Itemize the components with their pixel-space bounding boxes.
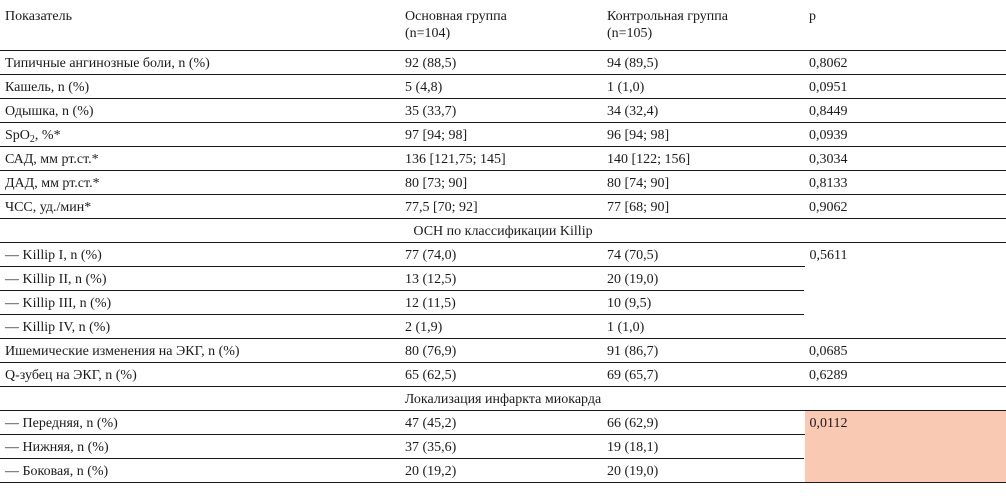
row-label: — Killip IV, n (%) (0, 314, 400, 338)
row-control-value: 19 (18,1) (602, 434, 804, 458)
row-control-value: 140 [122; 156] (602, 146, 804, 170)
section-header-localization (0, 386, 1006, 410)
header-p-label: p (809, 9, 816, 24)
header-control-group (602, 0, 804, 50)
table-row (0, 194, 1006, 218)
row-label: Типичные ангинозные боли, n (%) (0, 50, 400, 74)
spo2-label-prefix: SpO (5, 127, 30, 143)
row-label: САД, мм рт.ст.* (0, 146, 400, 170)
row-main-value: 20 (19,2) (400, 458, 602, 482)
table-row (0, 170, 1006, 194)
row-label: — Нижняя, n (%) (0, 434, 400, 458)
killip-p-value: 0,5611 (804, 242, 1006, 338)
header-main-group-n: (n=104) (405, 26, 451, 41)
table-row (0, 146, 1006, 170)
row-label (0, 122, 400, 146)
header-control-group-n: (n=105) (607, 26, 653, 41)
row-p-value: 0,0939 (804, 122, 1006, 146)
row-label: — Боковая, n (%) (0, 458, 400, 482)
row-main-value: 13 (12,5) (400, 266, 602, 290)
row-control-value: 69 (65,7) (602, 362, 804, 386)
row-main-value: 2 (1,9) (400, 314, 602, 338)
row-control-value: 74 (70,5) (602, 242, 804, 266)
row-label: Ишемические изменения на ЭКГ, n (%) (0, 338, 400, 362)
section-title-killip: ОСН по классификации Killip (0, 218, 1006, 242)
row-control-value: 77 [68; 90] (602, 194, 804, 218)
table-row (0, 362, 1006, 386)
row-label: — Killip I, n (%) (0, 242, 400, 266)
table-row (0, 74, 1006, 98)
row-p-value: 0,6289 (804, 362, 1006, 386)
row-label: — Killip II, n (%) (0, 266, 400, 290)
row-main-value: 80 (76,9) (400, 338, 602, 362)
row-control-value: 96 [94; 98] (602, 122, 804, 146)
row-main-value: 77,5 [70; 92] (400, 194, 602, 218)
table-row (0, 122, 1006, 146)
localization-p-value-highlighted: 0,0112 (804, 410, 1006, 482)
row-label: ДАД, мм рт.ст.* (0, 170, 400, 194)
spo2-label-suffix: , %* (34, 127, 61, 143)
row-main-value: 92 (88,5) (400, 50, 602, 74)
row-label: Одышка, n (%) (0, 98, 400, 122)
row-control-value: 94 (89,5) (602, 50, 804, 74)
header-control-group-label: Контрольная группа (607, 9, 729, 24)
header-indicator (0, 0, 400, 50)
row-main-value: 80 [73; 90] (400, 170, 602, 194)
header-p-value (804, 0, 1006, 50)
row-label: — Killip III, n (%) (0, 290, 400, 314)
row-main-value: 97 [94; 98] (400, 122, 602, 146)
section-title-localization: Локализация инфаркта миокарда (0, 386, 1006, 410)
row-p-value: 0,9062 (804, 194, 1006, 218)
row-p-value: 0,3034 (804, 146, 1006, 170)
table-row (0, 50, 1006, 74)
row-main-value: 47 (45,2) (400, 410, 602, 434)
row-p-value: 0,8449 (804, 98, 1006, 122)
row-control-value: 20 (19,0) (602, 266, 804, 290)
row-control-value: 20 (19,0) (602, 458, 804, 482)
row-label: Q-зубец на ЭКГ, n (%) (0, 362, 400, 386)
table-row (0, 410, 1006, 434)
table-row (0, 98, 1006, 122)
row-main-value: 77 (74,0) (400, 242, 602, 266)
row-control-value: 80 [74; 90] (602, 170, 804, 194)
row-control-value: 66 (62,9) (602, 410, 804, 434)
row-control-value: 91 (86,7) (602, 338, 804, 362)
section-header-killip (0, 218, 1006, 242)
row-control-value: 1 (1,0) (602, 314, 804, 338)
table-row (0, 338, 1006, 362)
row-control-value: 1 (1,0) (602, 74, 804, 98)
row-main-value: 35 (33,7) (400, 98, 602, 122)
row-label: Кашель, n (%) (0, 74, 400, 98)
row-main-value: 65 (62,5) (400, 362, 602, 386)
row-main-value: 5 (4,8) (400, 74, 602, 98)
header-main-group (400, 0, 602, 50)
header-main-group-label: Основная группа (405, 9, 507, 24)
header-indicator-label: Показатель (5, 9, 72, 24)
table-row (0, 242, 1006, 266)
table-header-row (0, 0, 1006, 50)
row-p-value: 0,8133 (804, 170, 1006, 194)
row-label: — Передняя, n (%) (0, 410, 400, 434)
row-p-value: 0,8062 (804, 50, 1006, 74)
row-p-value: 0,0951 (804, 74, 1006, 98)
row-control-value: 10 (9,5) (602, 290, 804, 314)
row-p-value: 0,0685 (804, 338, 1006, 362)
spo2-label-subscript: 2 (29, 133, 35, 145)
row-main-value: 136 [121,75; 145] (400, 146, 602, 170)
row-label: ЧСС, уд./мин* (0, 194, 400, 218)
row-main-value: 37 (35,6) (400, 434, 602, 458)
row-main-value: 12 (11,5) (400, 290, 602, 314)
row-control-value: 34 (32,4) (602, 98, 804, 122)
